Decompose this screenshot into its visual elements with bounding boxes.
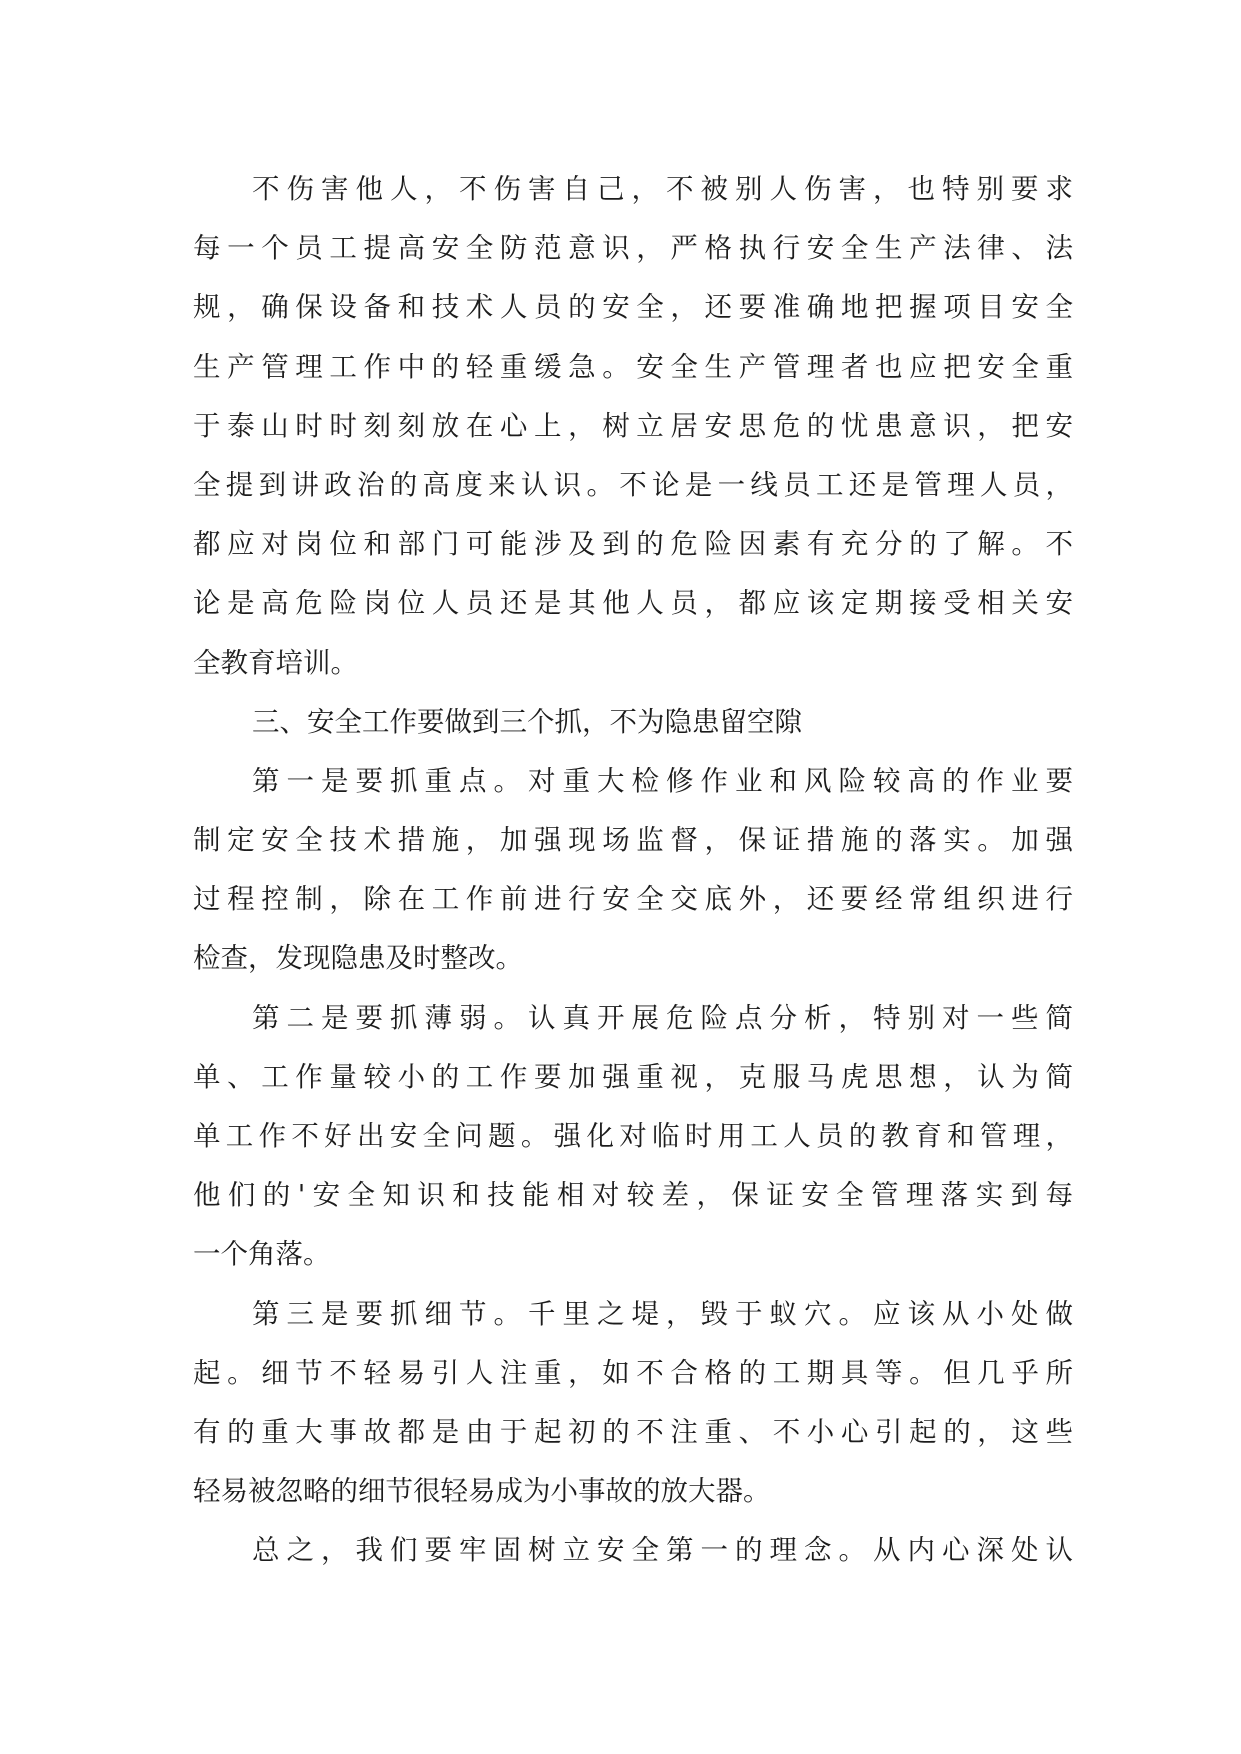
text-line: 单、工作量较小的工作要加强重视，克服马虎思想，认为简 bbox=[193, 1060, 1073, 1093]
text-line: 都应对岗位和部门可能涉及到的危险因素有充分的了解。不 bbox=[193, 528, 1073, 561]
text-line: 论是高危险岗位人员还是其他人员，都应该定期接受相关安 bbox=[193, 587, 1073, 620]
text-line: 制定安全技术措施，加强现场监督，保证措施的落实。加强 bbox=[193, 824, 1073, 857]
text-line: 第一是要抓重点。对重大检修作业和风险较高的作业要 bbox=[252, 764, 1073, 797]
text-line: 于泰山时时刻刻放在心上，树立居安思危的忧患意识，把安 bbox=[193, 409, 1073, 442]
text-line: 检查，发现隐患及时整改。 bbox=[193, 942, 523, 975]
text-line: 第二是要抓薄弱。认真开展危险点分析，特别对一些简 bbox=[252, 1001, 1073, 1034]
text-line: 他们的'安全知识和技能相对较差，保证安全管理落实到每 bbox=[193, 1179, 1073, 1212]
text-line: 规，确保设备和技术人员的安全，还要准确地把握项目安全 bbox=[193, 291, 1073, 324]
text-line: 生产管理工作中的轻重缓急。安全生产管理者也应把安全重 bbox=[193, 350, 1073, 383]
body-text bbox=[193, 160, 1073, 1581]
text-line: 全提到讲政治的高度来认识。不论是一线员工还是管理人员， bbox=[193, 468, 1073, 501]
text-line: 有的重大事故都是由于起初的不注重、不小心引起的，这些 bbox=[193, 1415, 1073, 1448]
text-line: 起。细节不轻易引人注重，如不合格的工期具等。但几乎所 bbox=[193, 1356, 1073, 1389]
text-line: 全教育培训。 bbox=[193, 646, 358, 679]
text-line: 轻易被忽略的细节很轻易成为小事故的放大器。 bbox=[193, 1475, 771, 1508]
text-line: 单工作不好出安全问题。强化对临时用工人员的教育和管理， bbox=[193, 1120, 1073, 1152]
text-line: 一个角落。 bbox=[193, 1238, 331, 1271]
text-line: 总之，我们要牢固树立安全第一的理念。从内心深处认 bbox=[252, 1534, 1073, 1567]
text-line: 不伤害他人，不伤害自己，不被别人伤害，也特别要求 bbox=[252, 173, 1073, 205]
text-line: 第三是要抓细节。千里之堤，毁于蚁穴。应该从小处做 bbox=[252, 1297, 1073, 1330]
text-line: 每一个员工提高安全防范意识，严格执行安全生产法律、法 bbox=[193, 232, 1073, 265]
text-line: 三、安全工作要做到三个抓，不为隐患留空隙 bbox=[252, 705, 802, 738]
text-line: 过程控制，除在工作前进行安全交底外，还要经常组织进行 bbox=[193, 883, 1073, 916]
